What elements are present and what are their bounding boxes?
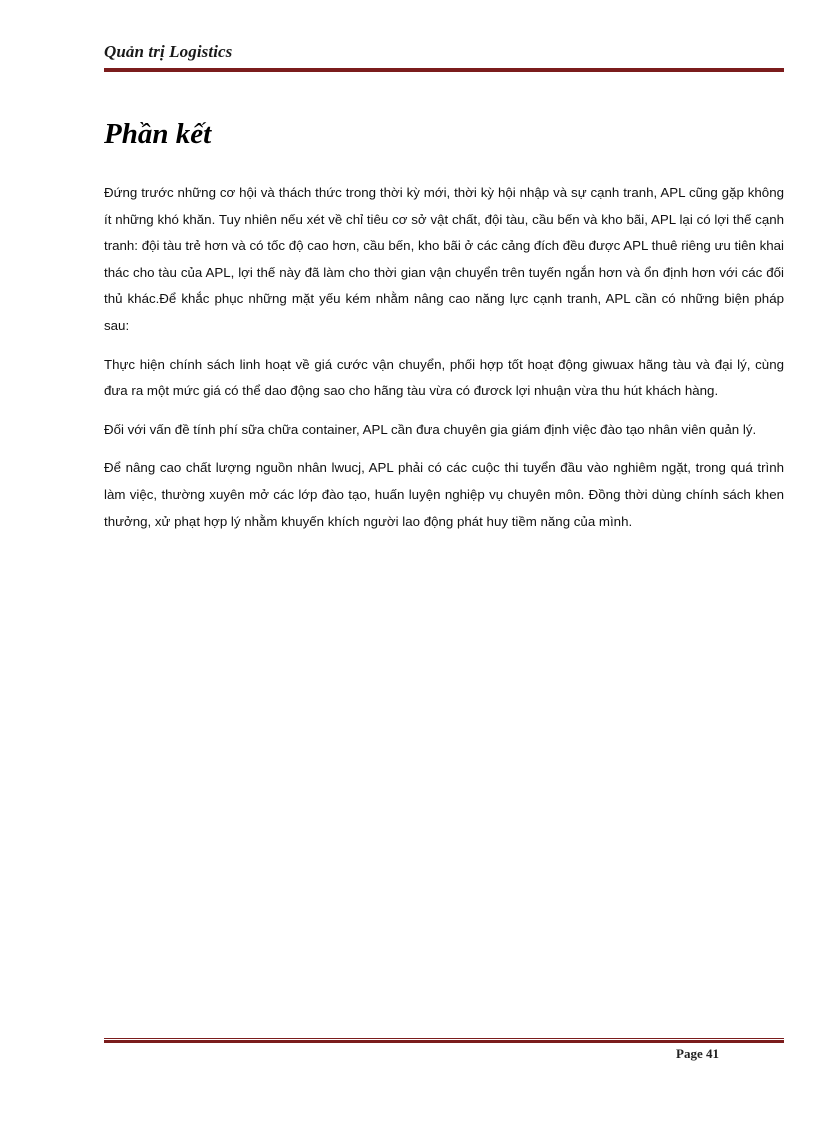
paragraph: Đứng trước những cơ hội và thách thức trong thời kỳ mới, thời kỳ hội nhập và sự cạnh tranh, APL cũng gặp không ít những khó khăn. Tuy nhiên nếu xét về chỉ tiêu cơ sở vật chất, đội tàu, cầu bến và kho bãi, APL lại có lợi thế cạnh tranh: đội tàu trẻ hơn và có tốc độ cao hơn, cầu bến, kho bãi ở các cảng đích đều được APL thuê riêng ưu tiên khai thác cho tàu của APL, lợi thế này đã làm cho thời gian vận chuyển trên tuyến ngắn hơn và ổn định hơn với các đối thủ khác.Để khắc phục những mặt yếu kém nhằm nâng cao năng lực cạnh tranh, APL cần có những biện pháp sau:	[104, 185, 784, 333]
page-number: Page 41	[676, 1046, 719, 1061]
footer-divider	[104, 1038, 784, 1043]
paragraph: Đối với vấn đề tính phí sữa chữa container, APL cần đưa chuyên gia giám định việc đào tạo nhân viên quản lý.	[104, 421, 757, 437]
paragraph: Thực hiện chính sách linh hoạt về giá cước vận chuyển, phối hợp tốt hoạt động giwuax hãng tàu và đại lý, cùng đưa ra một mức giá có thể dao động sao cho hãng tàu vừa có đươck lợi nhuận vừa thu hút khách hàng.	[104, 356, 784, 399]
running-header-title: Quản trị Logistics	[104, 42, 233, 61]
paragraph: Để nâng cao chất lượng nguồn nhân lwucj, APL phải có các cuộc thi tuyển đầu vào nghiêm ngặt, trong quá trình làm việc, thường xuyên mở các lớp đào tạo, huấn luyện nghiệp vụ chuyên môn. Đồng thời dùng chính sách khen thưởng, xử phạt hợp lý nhằm khuyến khích người lao động phát huy tiềm năng của mình.	[104, 460, 784, 529]
section-title: Phần kết	[104, 118, 212, 150]
header-divider	[104, 67, 784, 72]
body-text	[104, 180, 784, 547]
